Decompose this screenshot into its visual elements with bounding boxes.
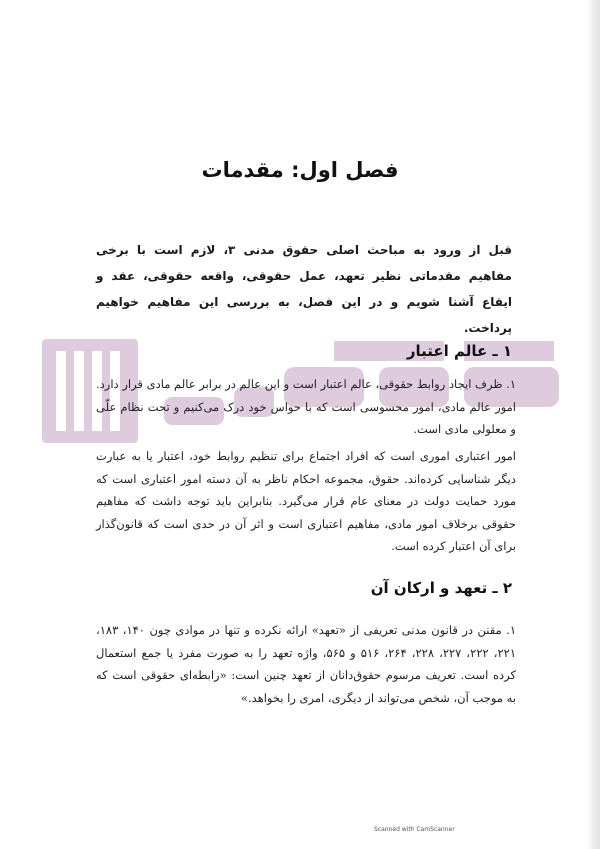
section-2-paragraph-1: ۱. مقنن در قانون مدنی تعریفی از «تعهد» ارائه نکرده و تنها در موادی چون ۱۴۰، ۱۸۳، ۲۲۱، ۲۲۲، ۲۲۷، ۲۲۸، ۲۶۴، ۵۱۶ و ۵۶۵، واژه تعهد را به صورت مفرد یا جمع استعمال کرده است. تعریف مرسوم حقوق‌دانان از تعهد چنین است: «رابطه‌ای حقوقی است که به موجب آن، شخص می‌تواند از دیگری، امری را بخواهد.» xyxy=(96,623,517,705)
watermark-emblem-bar-1 xyxy=(56,351,66,431)
chapter-title: فصل اول: مقدمات xyxy=(201,158,399,182)
scanner-footer-text: Scanned with CamScanner xyxy=(374,826,455,833)
section-1-paragraph-2: امور اعتباری اموری است که افراد اجتماع برای تنظیم روابط خود، اعتبار یا به عبارت دیگر شناسایی کرده‌اند. حقوق، مجموعه احکام ناظر به آن دسته امور اعتباری است که مورد حمایت دولت در معنای عام قرار می‌گیرد. بنابراین باید توجه داشت که مفاهیم حقوقی برخلاف امور مادی، مفاهیم اعتباری است و اثر آن در حدی است که قانون‌گذار برای آن اعتبار کرده است. xyxy=(96,449,516,553)
section-heading-obligation: ۲ ـ تعهد و ارکان آن xyxy=(370,579,512,597)
section-heading-world-of-validity: ۱ ـ عالم اعتبار xyxy=(406,342,512,360)
section-1-paragraph-1: ۱. ظرف ایجاد روابط حقوقی، عالم اعتبار است و این عالم در برابر عالم مادی قرار دارد. امور عالم مادی، امور محسوسی است که با حواس خود درک می‌کنیم و تحت نظام علّی و معلولی مادی است. xyxy=(96,377,516,436)
page-edge-shadow xyxy=(586,0,600,849)
intro-paragraph: قبل از ورود به مباحث اصلی حقوق مدنی ۳، لازم است با برخی مفاهیم مقدماتی نظیر تعهد، عمل حقوقی، واقعه حقوقی، عقد و ایقاع آشنا شویم و در این فصل، به بررسی این مفاهیم خواهیم پرداخت. xyxy=(96,243,513,335)
watermark-emblem-bar-2 xyxy=(74,351,84,431)
